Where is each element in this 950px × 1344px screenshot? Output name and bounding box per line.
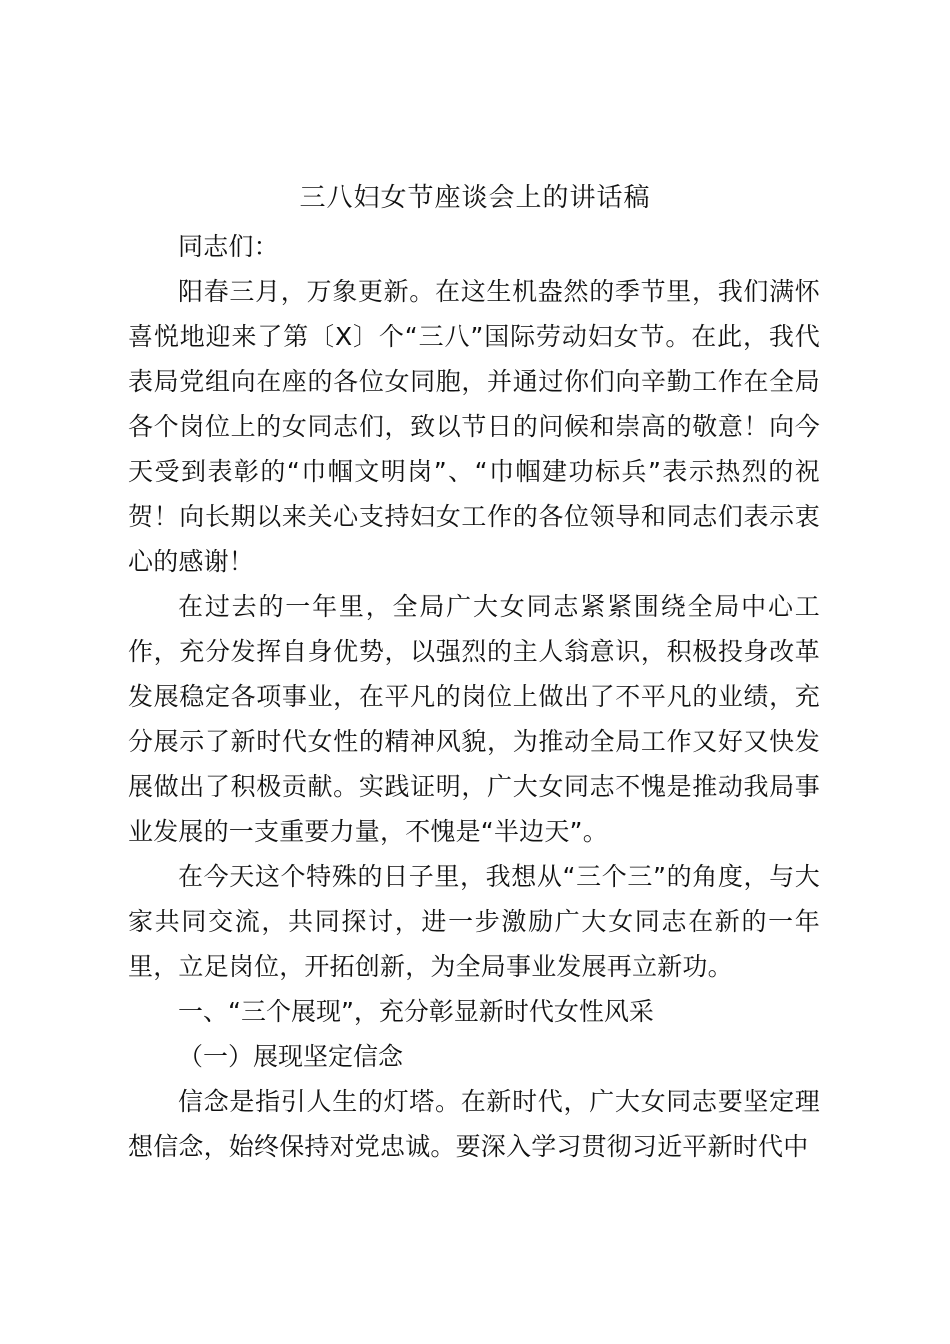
section-heading: 一、“三个展现”，充分彰显新时代女性风采 — [178, 997, 654, 1026]
paragraph-3: 在今天这个特殊的日子里，我想从“三个三”的角度，与大家共同交流，共同探讨，进一步激励广大女同志在新的一年里，立足岗位，开拓创新，为全局事业发展再立新功。 — [128, 862, 820, 981]
salutation: 同志们： — [178, 232, 279, 261]
subsection-heading: （一）展现坚定信念 — [178, 1042, 404, 1071]
paragraph-4: 信念是指引人生的灯塔。在新时代，广大女同志要坚定理想信念，始终保持对党忠诚。要深入学习贯彻习近平新时代中 — [128, 1087, 820, 1161]
document-body — [128, 224, 820, 1169]
paragraph-2: 在过去的一年里，全局广大女同志紧紧围绕全局中心工作，充分发挥自身优势，以强烈的主人翁意识，积极投身改革发展稳定各项事业，在平凡的岗位上做出了不平凡的业绩，充分展示了新时代女性的精神风貌，为推动全局工作又好又快发展做出了积极贡献。实践证明，广大女同志不愧是推动我局事业发展的一支重要力量，不愧是“半边天”。 — [128, 592, 820, 846]
document-title: 三八妇女节座谈会上的讲话稿 — [299, 183, 651, 213]
paragraph-1: 阳春三月，万象更新。在这生机盎然的季节里，我们满怀喜悦地迎来了第〔X〕个“三八”国际劳动妇女节。在此，我代表局党组向在座的各位女同胞，并通过你们向辛勤工作在全局各个岗位上的女同志们，致以节日的问候和崇高的敬意！向今天受到表彰的“巾帼文明岗”、“巾帼建功标兵”表示热烈的祝贺！向长期以来关心支持妇女工作的各位领导和同志们表示衷心的感谢！ — [128, 277, 820, 576]
